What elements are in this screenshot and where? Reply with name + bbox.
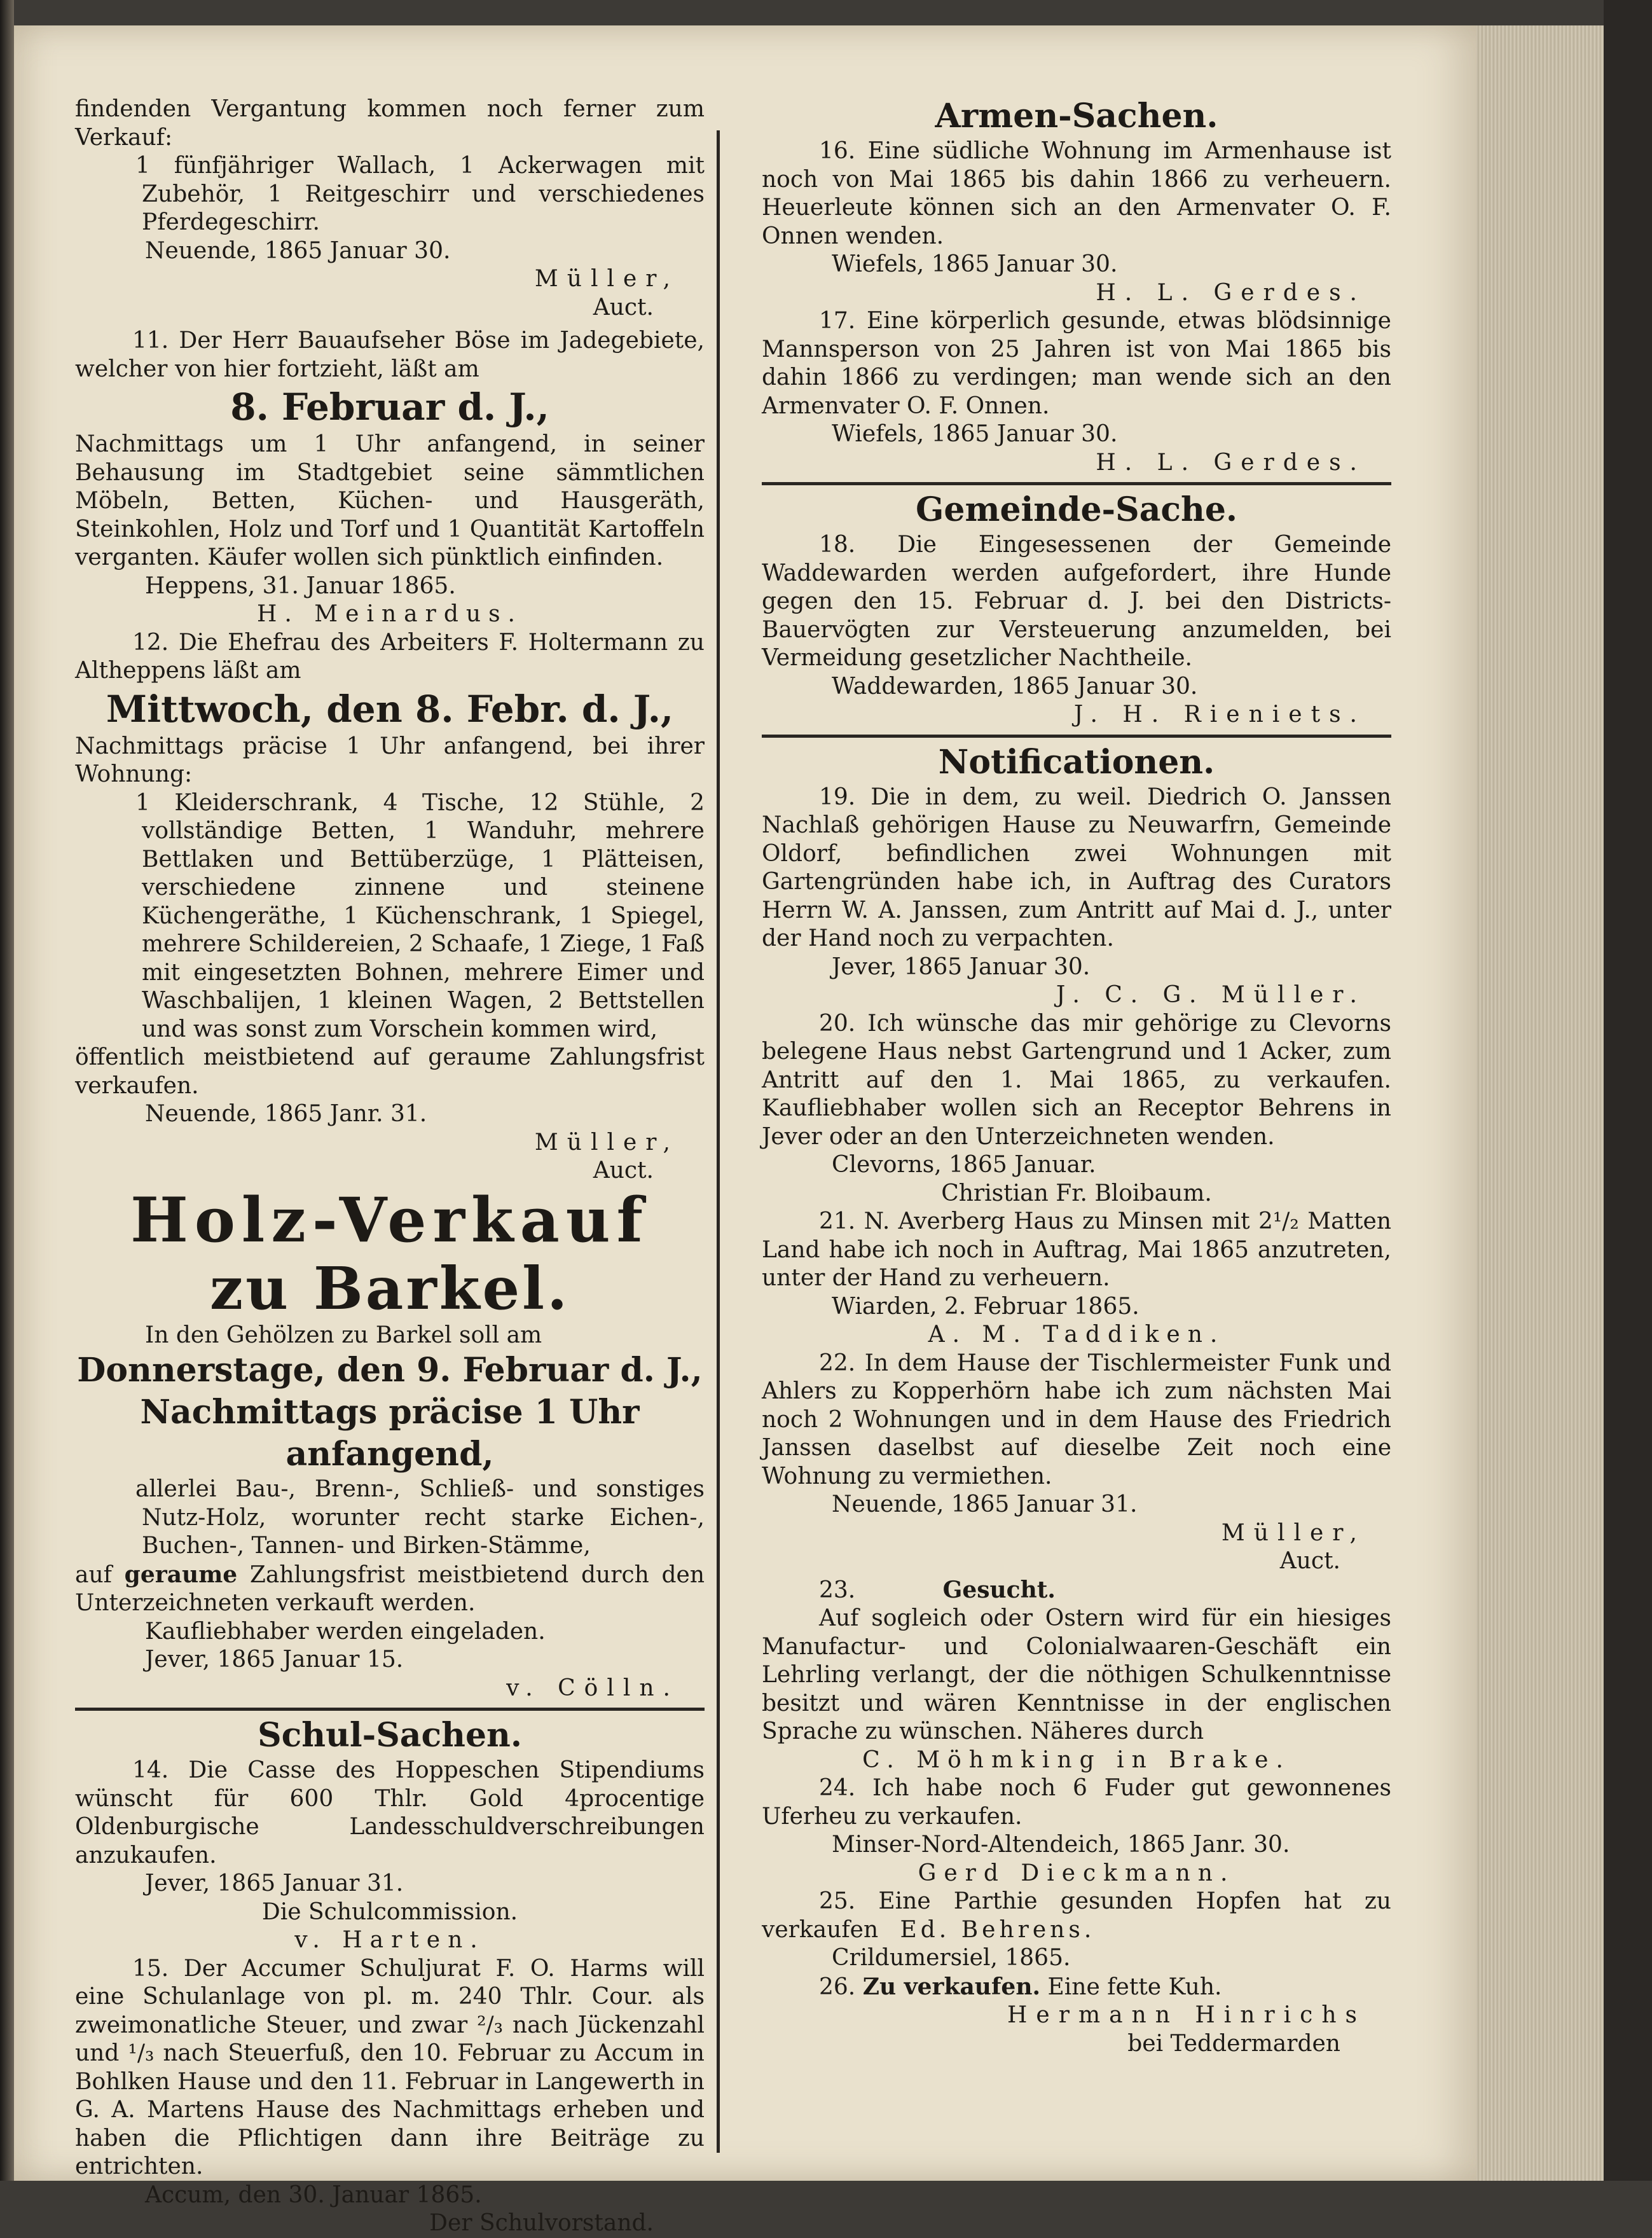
signature: H. L. Gerdes.: [1096, 449, 1366, 476]
place-date: Neuende, 1865 Januar 30.: [145, 237, 451, 264]
holz-verkauf-location: zu Barkel.: [209, 1254, 570, 1323]
holz-invite: Kaufliebhaber werden eingeladen.: [145, 1618, 546, 1645]
holz-items: allerlei Bau-, Brenn-, Schließ- und sonstiges Nutz-Holz, worunter recht starke Eichen-, Buchen-, Tannen- und Birken-Stämme,: [135, 1476, 705, 1559]
signature-title: Auct.: [593, 294, 654, 321]
section-heading-notif: Notificationen.: [938, 742, 1215, 782]
signature: C. Möhmking in Brake.: [862, 1746, 1291, 1773]
notice-23: Auf sogleich oder Ostern wird für ein hiesiges Manufactur- und Colonialwaaren-Geschäft ein Lehrling verlangt, der die nöthigen Schulkenntnisse besitzt und wären Kenntnisse in der englischen Sprache zu wünschen. Näheres durch: [762, 1605, 1391, 1744]
signature: Ed. Behrens.: [900, 1916, 1096, 1943]
notice-26-text: Eine fette Kuh.: [1047, 1973, 1222, 2000]
notice-24: 24. Ich habe noch 6 Fuder gut gewonnenes Uferheu zu verkaufen.: [762, 1775, 1391, 1830]
notice-20: 20. Ich wünsche das mir gehörige zu Clevorns belegene Haus nebst Gartengrund und 1 Acker, zum Antritt auf den 1. Mai 1865, zu verkaufen. Kaufliebhaber wollen sich an Receptor Behrens in Jever oder an den Unterzeichneten wenden.: [762, 1010, 1391, 1150]
column-divider: [717, 130, 720, 2153]
notice-19: 19. Die in dem, zu weil. Diedrich O. Janssen Nachlaß gehörigen Hause zu Neuwarfrn, Gemeinde Oldorf, befindlichen zwei Wohnungen mit Gartengründen habe ich, in Auftrag des Curators Herrn W. A. Janssen, zum Antritt auf Mai d. J., unter der Hand noch zu verpachten.: [762, 784, 1391, 951]
place-date: Neuende, 1865 Januar 31.: [832, 1491, 1138, 1517]
place-date: Jever, 1865 Januar 31.: [145, 1870, 404, 1896]
signature: H. Meinardus.: [257, 601, 523, 627]
notice-12-date: Mittwoch, den 8. Febr. d. J.,: [106, 687, 674, 731]
section-rule: [762, 735, 1391, 738]
holz-terms-bold: geraume: [124, 1561, 238, 1588]
notice-26: [762, 1973, 1391, 2002]
notice-21: 21. N. Averberg Haus zu Minsen mit 2¹/₂ Matten Land habe ich noch in Auftrag, Mai 1865 anzutreten, unter der Hand zu verheuern.: [762, 1208, 1391, 1291]
section-heading-gemeinde: Gemeinde-Sache.: [915, 490, 1238, 529]
notice-11-date: 8. Februar d. J.,: [230, 385, 549, 429]
place-date: Heppens, 31. Januar 1865.: [145, 572, 456, 599]
signature: J. H. Rieniets.: [1073, 701, 1366, 728]
signature: v. Harten.: [294, 1927, 485, 1953]
notice-14: 14. Die Casse des Hoppeschen Stipendiums wünscht für 600 Thlr. Gold 4procentige Oldenburgische Landesschuldverschreibungen anzukaufen.: [75, 1757, 705, 1868]
section-heading-schul: Schul-Sachen.: [258, 1716, 522, 1755]
notice-18: 18. Die Eingesessenen der Gemeinde Waddewarden werden aufgefordert, ihre Hunde gegen den 15. Februar d. J. bei den Districts-Bauervögten zur Versteuerung anzumelden, bei Vermeidung gesetzlicher Nachtheile.: [762, 532, 1391, 671]
place-date: Waddewarden, 1865 Januar 30.: [832, 673, 1198, 700]
notice-23-title-line: [762, 1576, 1391, 1605]
notice-15: 15. Der Accumer Schuljurat F. O. Harms will eine Schulanlage von pl. m. 240 Thlr. Cour. als zweimonatliche Steuer, und zwar ²/₃ nach Jückenzahl und ¹/₃ nach Steuerfuß, den 10. Februar zu Accum in Bohlken Hause und den 11. Februar in Langewerth in G. A. Martens Hause des Nachmittags erheben und haben die Pflichtigen dann ihre Beiträge zu entrichten.: [75, 1955, 705, 2179]
holz-terms-pre: auf: [75, 1561, 112, 1588]
place-date: Minser-Nord-Altendeich, 1865 Janr. 30.: [832, 1832, 1290, 1858]
signature: Hermann Hinrichs: [1007, 2002, 1366, 2028]
notice-12-closing: öffentlich meistbietend auf geraume Zahlungsfrist verkaufen.: [75, 1044, 705, 1099]
signature: Müller,: [1221, 1519, 1366, 1546]
place-date: Wiefels, 1865 Januar 30.: [832, 421, 1118, 447]
section-rule: [75, 1708, 705, 1711]
place-date: Neuende, 1865 Janr. 31.: [145, 1101, 427, 1127]
notice-25: [762, 1888, 1391, 1944]
notice-17: 17. Eine körperlich gesunde, etwas blödsinnige Mannsperson von 25 Jahren ist von Mai 1865 bis dahin 1866 zu verdingen; man wende sich an den Armenvater O. F. Onnen.: [762, 308, 1391, 419]
signature: Müller,: [534, 1129, 679, 1156]
book-cover-right: [1604, 0, 1652, 2181]
notice-26-number: 26.: [819, 1973, 856, 2000]
notice-12-items: 1 Kleiderschrank, 4 Tische, 12 Stühle, 2 vollständige Betten, 1 Wanduhr, mehrere Bettlaken und Bettüberzüge, 1 Plätteisen, verschiedene zinnene und steinene Küchengeräthe, 1 Küchenschrank, 1 Spiegel, mehrere Schildereien, 2 Schaafe, 1 Ziege, 1 Faß mit eingesetzten Bohnen, mehrere Eimer und Waschbalijen, 1 kleinen Wagen, 2 Bettstellen und was sonst zum Vorschein kommen wird,: [135, 789, 705, 1042]
page-stack-edge: [1476, 25, 1604, 2181]
right-column: [762, 95, 1391, 2058]
notice-12: 12. Die Ehefrau des Arbeiters F. Holtermann zu Altheppens läßt am: [75, 629, 705, 684]
holz-date: Donnerstage, den 9. Februar d. J.,: [77, 1351, 703, 1390]
place-date: Wiarden, 2. Februar 1865.: [832, 1293, 1139, 1320]
left-column: [75, 95, 705, 2238]
intro-text: findenden Vergantung kommen noch ferner zum Verkauf:: [75, 96, 705, 151]
item-list: 1 fünfjähriger Wallach, 1 Ackerwagen mit Zubehör, 1 Reitgeschirr und verschiedenes Pferdegeschirr.: [135, 153, 705, 235]
place-date: Crildumersiel, 1865.: [832, 1945, 1071, 1971]
notice-22: 22. In dem Hause der Tischlermeister Funk und Ahlers zu Kopperhörn habe ich zum nächsten Mai noch 2 Wohnungen und in dem Hause des Friedrich Janssen daselbst auf dieselbe Zeit noch eine Wohnung zu vermiethen.: [762, 1350, 1391, 1489]
place-date: Jever, 1865 Januar 15.: [145, 1647, 404, 1673]
book-binding-left: [0, 0, 14, 2181]
notice-11: 11. Der Herr Bauaufseher Böse im Jadegebiete, welcher von hier fortzieht, läßt am: [75, 328, 705, 382]
signature: Der Schulvorstand.: [429, 2210, 654, 2236]
place-date: Clevorns, 1865 Januar.: [832, 1152, 1096, 1178]
notice-23-number: 23.: [819, 1577, 856, 1603]
signature-title: Auct.: [593, 1157, 654, 1184]
notice-16: 16. Eine südliche Wohnung im Armenhause ist noch von Mai 1865 bis dahin 1866 zu verheuern. Heuerleute können sich an den Armenvater O. F. Onnen wenden.: [762, 138, 1391, 249]
section-rule: [762, 482, 1391, 485]
place-date: Jever, 1865 Januar 30.: [832, 953, 1091, 980]
holz-time: Nachmittags präcise 1 Uhr anfangend,: [140, 1393, 640, 1474]
signature: Christian Fr. Bloibaum.: [941, 1180, 1212, 1206]
notice-12-body: Nachmittags präcise 1 Uhr anfangend, bei ihrer Wohnung:: [75, 733, 705, 787]
notice-25-text: 25. Eine Parthie gesunden Hopfen hat zu verkaufen: [762, 1888, 1391, 1943]
signature: Gerd Dieckmann.: [918, 1860, 1236, 1886]
signature: H. L. Gerdes.: [1096, 279, 1366, 306]
signature: Müller,: [534, 266, 679, 292]
notice-11-body: Nachmittags um 1 Uhr anfangend, in seiner Behausung im Stadtgebiet seine sämmtlichen Möbeln, Betten, Küchen- und Hausgeräth, Steinkohlen, Holz und Torf und 1 Quantität Kartoffeln verganten. Käufer wollen sich pünktlich einfinden.: [75, 431, 705, 570]
signature: J. C. G. Müller.: [1056, 982, 1366, 1008]
signature: A. M. Taddiken.: [928, 1322, 1225, 1348]
place-date: Accum, den 30. Januar 1865.: [145, 2181, 482, 2208]
signature: v. Cölln.: [506, 1675, 679, 1701]
holz-terms-post: Zahlungsfrist meistbietend durch den Unterzeichneten verkauft werden.: [75, 1561, 705, 1616]
notice-23-title: Gesucht.: [942, 1576, 1056, 1603]
notice-26-title: Zu verkaufen.: [862, 1973, 1041, 2000]
holz-verkauf-headline: Holz-Verkauf: [130, 1184, 649, 1256]
holz-text: In den Gehölzen zu Barkel soll am: [145, 1322, 542, 1348]
place-date: Wiefels, 1865 Januar 30.: [832, 251, 1118, 277]
section-heading-armen: Armen-Sachen.: [935, 97, 1218, 135]
signature: Die Schulcommission.: [261, 1898, 518, 1925]
signature-location: bei Teddermarden: [1127, 2030, 1340, 2057]
holz-terms: [75, 1561, 705, 1618]
signature-title: Auct.: [1279, 1548, 1340, 1574]
